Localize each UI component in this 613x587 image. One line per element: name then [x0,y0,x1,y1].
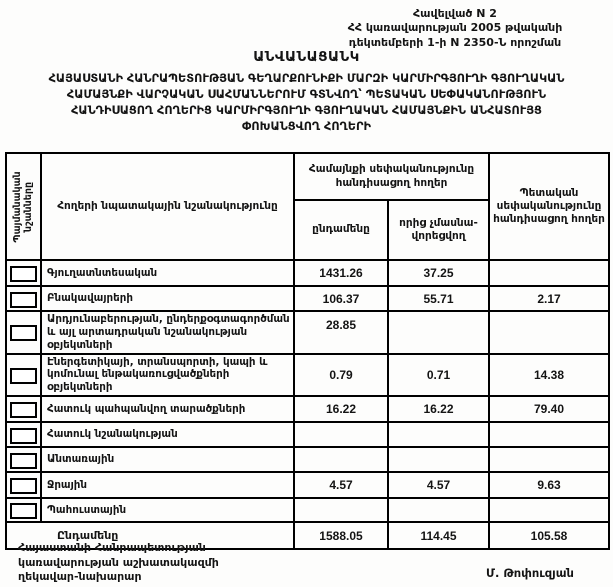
value-state [489,447,609,472]
value-community-nonprivatizable: 55.71 [388,286,489,311]
sign-cell [6,422,41,447]
land-purpose-label: Արդյունաբերության, ընդերքօգտագործման և այլ արտադրական նշանակության օբյեկտների [41,311,294,354]
land-purpose-label: Ջրային [41,472,294,498]
table-row [6,447,609,472]
value-state: 2.17 [489,286,609,311]
value-state [489,311,609,354]
land-purpose-label: Հատուկ նշանակության [41,422,294,447]
land-purpose-label: Անտառային [41,447,294,472]
value-community-total: 4.57 [294,472,388,498]
sign-cell [6,498,41,522]
subtitle-line: ՀԱՆԴԻՍԱՑՈՂ ՀՈՂԵՐԻՑ ԿԱՐՄԻՐԳՅՈՒՂԻ ԳՅՈՒՂԱԿԱՆ ՀԱՄԱՅՆՔԻՆ ԱՆՀԱՏՈՒՅՑ [71,104,542,118]
value-community-nonprivatizable [388,311,489,354]
value-community-total: 106.37 [294,286,388,311]
signatory-title-line: Հայաստանի Հանրապետության [18,541,206,554]
subtitle-line: ՀԱՄԱՅՆՔԻ ՎԱՐՉԱԿԱՆ ՍԱՀՄԱՆՆԵՐՈՒՄ ԳՏՆՎՈՂ՝ ՊԵՏԱԿԱՆ ՍԵՓԱԿԱՆՈՒԹՅՈՒՆ [66,88,547,102]
value-community-nonprivatizable [388,498,489,522]
column-header-signs-label: Պայմանական նշանները [11,170,34,243]
table-row [6,286,609,311]
table-row [6,260,609,286]
value-community-total [294,447,388,472]
value-community-total: 28.85 [294,311,388,354]
sign-cell [6,472,41,498]
total-community-nonprivatizable: 114.45 [388,522,489,549]
sign-cell [6,354,41,397]
signatory-title-line: կառավարության աշխատակազմի [18,555,219,569]
value-community-nonprivatizable: 4.57 [388,472,489,498]
sign-cell [6,260,41,286]
land-transfer-table [5,152,610,550]
value-community-total: 16.22 [294,396,388,422]
table-row [6,311,609,354]
column-header-signs [6,153,41,260]
subtitle-line: ՀԱՅԱՍՏԱՆԻ ՀԱՆՐԱՊԵՏՈՒԹՅԱՆ ԳԵՂԱՐՔՈՒՆԻՔԻ ՄԱՐԶԻ ԿԱՐՄԻՐԳՅՈՒՂԻ ԳՅՈՒՂԱԿԱՆ [48,72,565,85]
land-purpose-label: Հատուկ պահպանվող տարածքների [41,396,294,422]
total-label: Ընդամենը [6,522,294,549]
value-state: 14.38 [489,354,609,397]
sign-cell [6,396,41,422]
legend-box-icon [10,402,37,418]
value-state [489,498,609,522]
column-header-purpose: Հողերի նպատակային նշանակությունը [41,153,294,260]
appendix-note [305,7,605,50]
signatory-title-line: ղեկավար-նախարար [18,570,142,584]
column-header-community-group: Համայնքի սեփականությունը հանդիսացող հողեր [294,153,489,200]
value-state: 9.63 [489,472,609,498]
value-community-nonprivatizable: 37.25 [388,260,489,286]
table-row [6,472,609,498]
value-state: 79.40 [489,396,609,422]
value-community-total: 1431.26 [294,260,388,286]
value-community-total [294,422,388,447]
column-header-community-total: ընդամենը [294,200,388,260]
page-title: ԱՆՎԱՆԱՑԱՆԿ [253,49,360,65]
legend-box-icon [10,292,37,308]
legend-box-icon [10,266,37,282]
legend-box-icon [10,428,37,444]
value-state [489,422,609,447]
legend-box-icon [10,453,37,469]
table-row [6,396,609,422]
column-header-community-nonprivatizable: որից չմասնա-վորեցվող [388,200,489,260]
table-row [6,498,609,522]
value-community-total [294,498,388,522]
appendix-decree-line1: ՀՀ կառավարության 2005 թվականի [347,21,563,35]
table-row [6,354,609,397]
subtitle-line: ՓՈԽԱՆՑՎՈՂ ՀՈՂԵՐԻ [242,120,371,134]
value-state [489,260,609,286]
land-purpose-label: Բնակավայրերի [41,286,294,311]
land-purpose-label: Գյուղատնտեսական [41,260,294,286]
total-community-total: 1588.05 [294,522,388,549]
legend-box-icon [10,503,37,519]
value-community-nonprivatizable [388,447,489,472]
sign-cell [6,447,41,472]
sign-cell [6,311,41,354]
table-row [6,422,609,447]
legend-box-icon [10,478,37,494]
appendix-decree-line2: դեկտեմբերի 1-ի N 2350-Ն որոշման [348,35,562,49]
sign-cell [6,286,41,311]
legend-box-icon [10,368,37,384]
legend-box-icon [10,325,37,341]
signatory-title-block [18,541,219,585]
value-community-nonprivatizable: 16.22 [388,396,489,422]
page-subtitle [0,71,613,135]
value-community-total: 0.79 [294,354,388,397]
value-community-nonprivatizable: 0.71 [388,354,489,397]
land-purpose-label: Պահուստային [41,498,294,522]
appendix-number: Հավելված N 2 [413,7,497,20]
land-purpose-label: Էներգետիկայի, տրանսպորտի, կապի և կոմունալ ենթակառուցվածքների օբյեկտների [41,354,294,397]
total-state: 105.58 [489,522,609,549]
value-community-nonprivatizable [388,422,489,447]
column-header-state: Պետական սեփականությունը հանդիսացող հողեր [489,153,609,260]
signatory-name: Մ. Թոփուզյան [486,566,574,580]
